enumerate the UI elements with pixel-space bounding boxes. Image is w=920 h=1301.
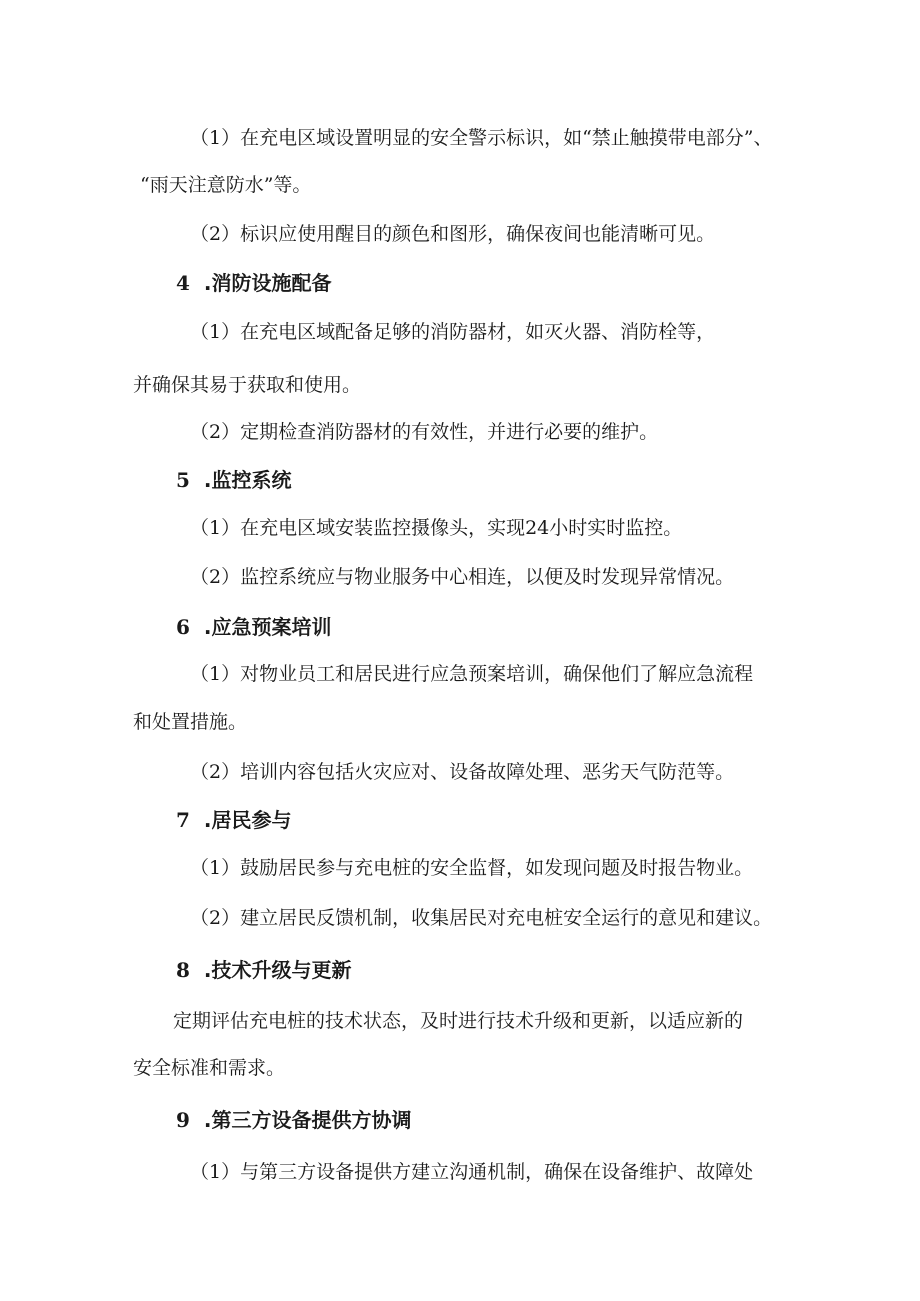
s8-para-line2: 安全标准和需求。 [133, 1057, 286, 1079]
section-heading-5 [176, 468, 292, 492]
s3-item1-line1: （1）在充电区域设置明显的安全警示标识，如“禁止触摸带电部分”、 [190, 127, 773, 149]
section-title: .应急预案培训 [203, 615, 332, 639]
s5-item2: （2）监控系统应与物业服务中心相连，以便及时发现异常情况。 [190, 566, 735, 588]
section-number: 9 [176, 1108, 190, 1132]
section-title: .监控系统 [203, 468, 292, 492]
s6-item1-line2: 和处置措施。 [133, 711, 248, 733]
section-heading-9 [176, 1108, 412, 1132]
section-number: 4 [176, 271, 190, 295]
section-title: .第三方设备提供方协调 [203, 1108, 412, 1132]
section-number: 6 [176, 615, 190, 639]
s5-item1: （1）在充电区域安装监控摄像头，实现24小时实时监控。 [190, 517, 683, 539]
section-title: .消防设施配备 [203, 271, 332, 295]
section-title: .技术升级与更新 [203, 958, 352, 982]
s6-item2: （2）培训内容包括火灾应对、设备故障处理、恶劣天气防范等。 [190, 761, 735, 783]
s4-item1-line2: 并确保其易于获取和使用。 [133, 374, 362, 396]
s9-item1-line1: （1）与第三方设备提供方建立沟通机制，确保在设备维护、故障处 [190, 1161, 754, 1183]
s4-item2: （2）定期检查消防器材的有效性，并进行必要的维护。 [190, 421, 659, 443]
s8-para-line1: 定期评估充电桩的技术状态，及时进行技术升级和更新，以适应新的 [173, 1010, 744, 1032]
section-number: 5 [176, 468, 190, 492]
s4-item1-line1: （1）在充电区域配备足够的消防器材，如灭火器、消防栓等， [190, 321, 716, 343]
s7-item2: （2）建立居民反馈机制，收集居民对充电桩安全运行的意见和建议。 [190, 907, 773, 929]
section-heading-6 [176, 615, 332, 639]
section-heading-4 [176, 271, 332, 295]
section-number: 8 [176, 958, 190, 982]
section-heading-7 [176, 808, 292, 832]
s7-item1: （1）鼓励居民参与充电桩的安全监督，如发现问题及时报告物业。 [190, 857, 754, 879]
section-number: 7 [176, 808, 190, 832]
s6-item1-line1: （1）对物业员工和居民进行应急预案培训，确保他们了解应急流程 [190, 663, 754, 685]
section-title: .居民参与 [203, 808, 292, 832]
section-heading-8 [176, 958, 352, 982]
s3-item2: （2）标识应使用醒目的颜色和图形，确保夜间也能清晰可见。 [190, 223, 716, 245]
s3-item1-line2: “雨天注意防水”等。 [140, 174, 312, 196]
